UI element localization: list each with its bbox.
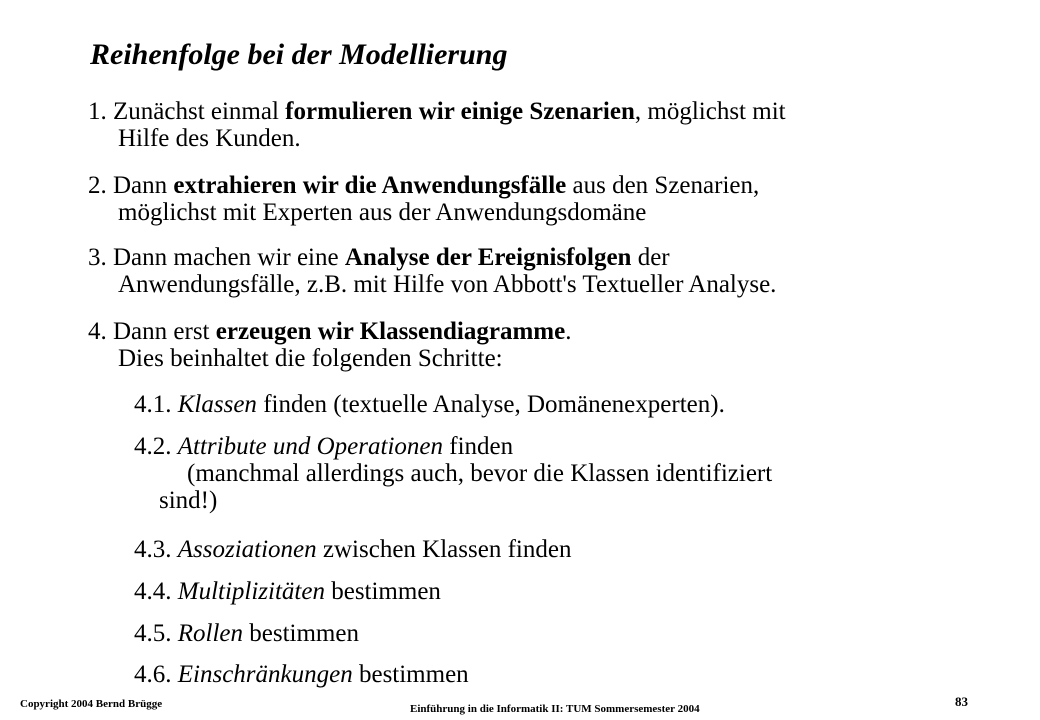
substep-4-2: [134, 433, 772, 514]
page-number: 83: [955, 694, 968, 709]
step-2-prefix: 2. Dann: [88, 172, 174, 199]
step-3-prefix: 3. Dann machen wir eine: [88, 244, 345, 271]
substep-4-2-line2: (manchmal allerdings auch, bevor die Klassen identifiziert: [187, 460, 773, 487]
substep-4-4-term: Multiplizitäten: [177, 578, 325, 605]
step-1-bold: formulieren wir einige Szenarien: [285, 98, 635, 125]
step-2-suffix: aus den Szenarien,: [566, 172, 760, 199]
step-1: [88, 98, 1008, 152]
substep-4-1: [134, 391, 725, 418]
step-4: [88, 318, 1008, 372]
substep-4-5-rest: bestimmen: [243, 620, 359, 647]
substep-4-3-term: Assoziationen: [177, 536, 317, 563]
substep-4-1-rest: finden (textuelle Analyse, Domänenexperten).: [256, 391, 725, 418]
step-4-line2: Dies beinhaltet die folgenden Schritte:: [118, 345, 503, 372]
substep-4-3: [134, 536, 571, 563]
substep-4-5: [134, 620, 359, 647]
substep-4-1-term: Klassen: [177, 391, 257, 418]
step-3: [88, 244, 1008, 298]
step-2: [88, 172, 1008, 226]
step-4-suffix: .: [565, 318, 572, 345]
substep-4-2-num: 4.2.: [134, 433, 178, 460]
step-2-line2: möglichst mit Experten aus der Anwendungsdomäne: [118, 199, 647, 226]
substep-4-5-term: Rollen: [177, 620, 244, 647]
footer-copyright: Copyright 2004 Bernd Brügge: [20, 698, 163, 710]
substep-4-1-num: 4.1.: [134, 391, 178, 418]
slide-title: Reihenfolge bei der Modellierung: [90, 38, 508, 71]
substep-4-5-num: 4.5.: [134, 620, 178, 647]
substep-4-4: [134, 578, 441, 605]
step-3-suffix: der: [631, 244, 670, 271]
substep-4-2-line3: sind!): [159, 487, 218, 514]
substep-4-2-rest: finden: [443, 433, 514, 460]
step-3-bold: Analyse der Ereignisfolgen: [344, 244, 632, 271]
step-2-bold: extrahieren wir die Anwendungsfälle: [173, 172, 567, 199]
substep-4-4-rest: bestimmen: [324, 578, 441, 605]
substep-4-6-num: 4.6.: [134, 661, 178, 688]
substep-4-6-rest: bestimmen: [352, 661, 469, 688]
substep-4-2-term: Attribute und Operationen: [177, 433, 443, 460]
substep-4-6: [134, 661, 469, 688]
footer-course: Einführung in die Informatik II: TUM Sommersemester 2004: [410, 703, 700, 715]
step-1-suffix: , möglichst mit: [634, 98, 786, 125]
step-4-prefix: 4. Dann erst: [88, 318, 216, 345]
substep-4-3-rest: zwischen Klassen finden: [316, 536, 572, 563]
substep-4-6-term: Einschränkungen: [177, 661, 353, 688]
step-1-line2: Hilfe des Kunden.: [118, 125, 301, 152]
step-4-bold: erzeugen wir Klassendiagramme: [215, 318, 566, 345]
substep-4-4-num: 4.4.: [134, 578, 178, 605]
substep-4-3-num: 4.3.: [134, 536, 178, 563]
step-3-line2: Anwendungsfälle, z.B. mit Hilfe von Abbott's Textueller Analyse.: [118, 271, 777, 298]
step-1-prefix: 1. Zunächst einmal: [88, 98, 286, 125]
